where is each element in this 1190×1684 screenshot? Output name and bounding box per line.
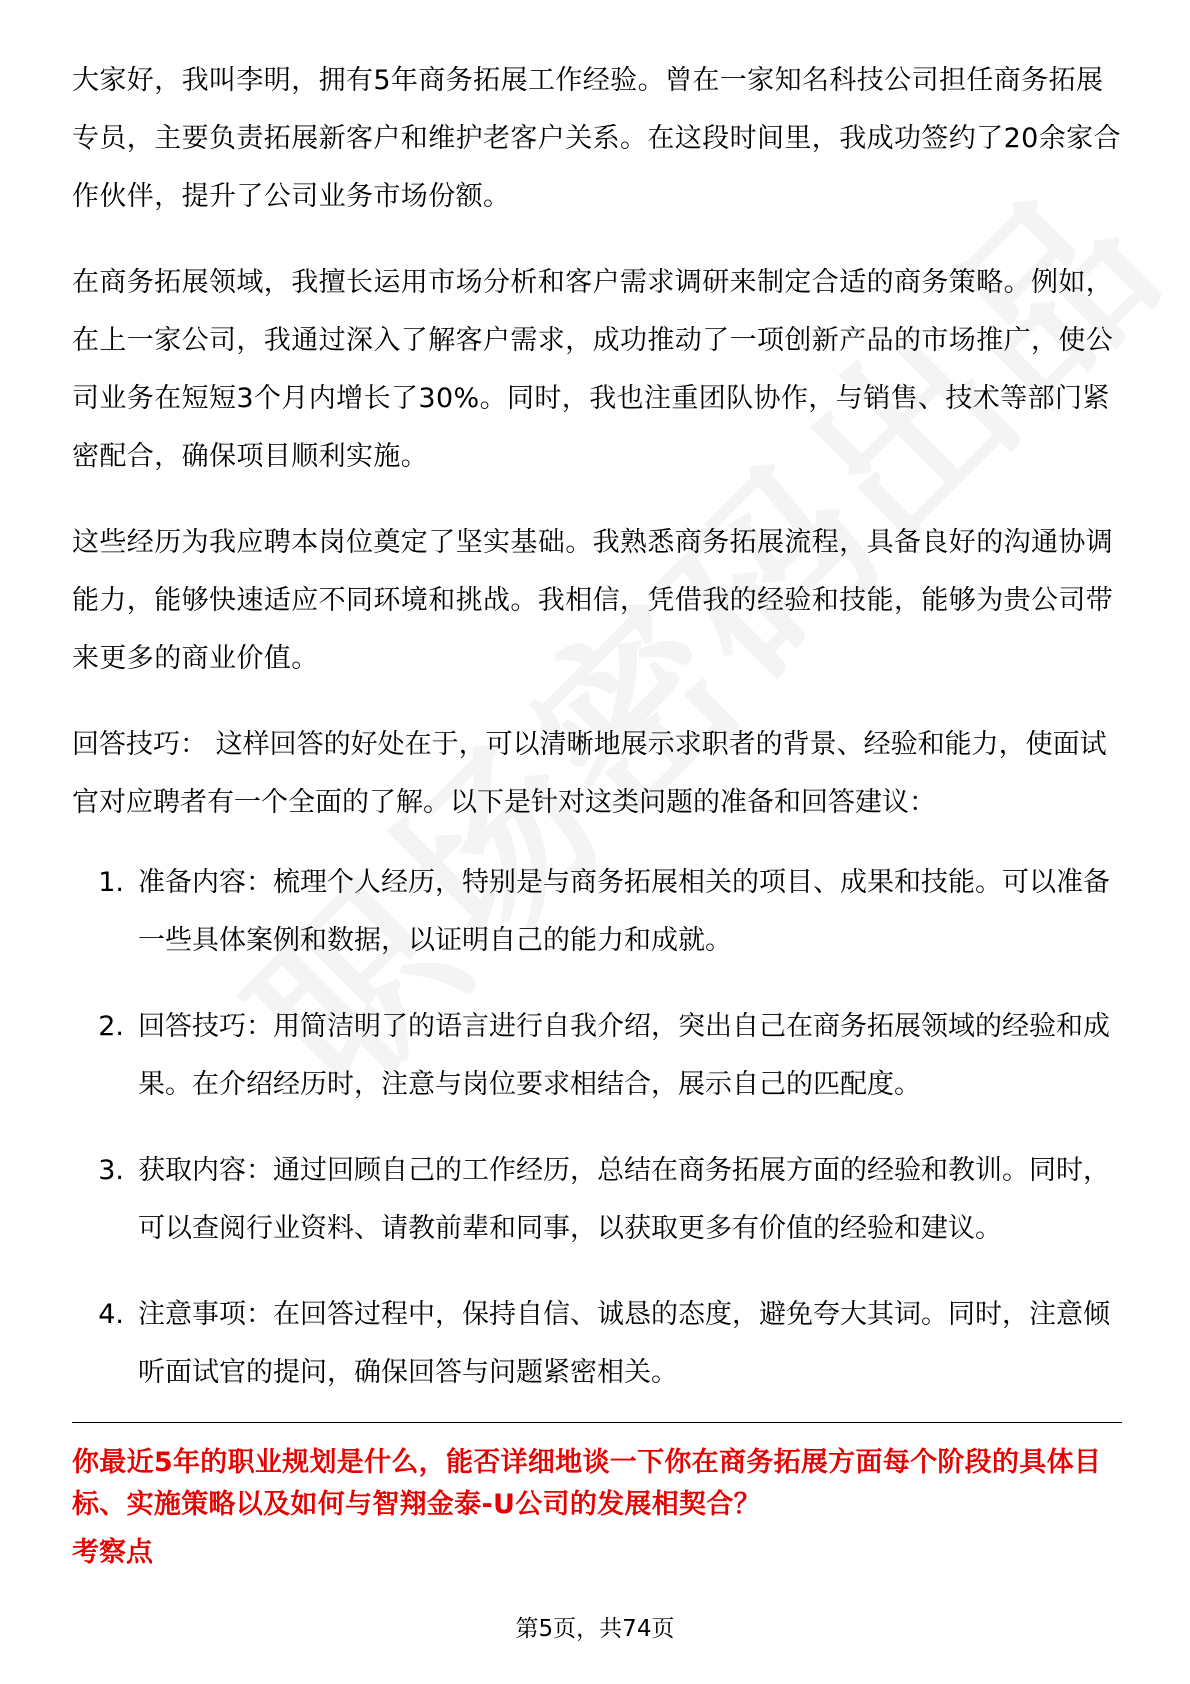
list-number: 1.	[98, 867, 124, 898]
answer-paragraph-3: 这些经历为我应聘本岗位奠定了坚实基础。我熟悉商务拓展流程，具备良好的沟通协调能力，能够快速适应不同环境和挑战。我相信，凭借我的经验和技能，能够为贵公司带来更多的商业价值。	[72, 527, 1114, 674]
advice-list	[72, 854, 1122, 1402]
list-item-text: 获取内容：通过回顾自己的工作经历，总结在商务拓展方面的经验和教训。同时，可以查阅行业资料、请教前辈和同事，以获取更多有价值的经验和建议。	[138, 1155, 1110, 1244]
list-item-text: 注意事项：在回答过程中，保持自信、诚恳的态度，避免夸大其词。同时，注意倾听面试官的提问，确保回答与问题紧密相关。	[138, 1299, 1110, 1388]
list-item	[72, 998, 1122, 1114]
section-divider	[72, 1422, 1122, 1423]
answer-paragraph-2: 在商务拓展领域，我擅长运用市场分析和客户需求调研来制定合适的商务策略。例如，在上一家公司，我通过深入了解客户需求，成功推动了一项创新产品的市场推广，使公司业务在短短3个月内增长了30%。同时，我也注重团队协作，与销售、技术等部门紧密配合，确保项目顺利实施。	[72, 267, 1114, 472]
answer-paragraph-1: 大家好，我叫李明，拥有5年商务拓展工作经验。曾在一家知名科技公司担任商务拓展专员，主要负责拓展新客户和维护老客户关系。在这段时间里，我成功签约了20余家合作伙伴，提升了公司业务市场份额。	[72, 65, 1121, 212]
list-number: 3.	[98, 1155, 124, 1186]
list-item	[72, 854, 1122, 970]
interview-question: 你最近5年的职业规划是什么，能否详细地谈一下你在商务拓展方面每个阶段的具体目标、实施策略以及如何与智翔金泰-U公司的发展相契合？	[72, 1447, 1102, 1520]
answer-tips-intro: 回答技巧： 这样回答的好处在于，可以清晰地展示求职者的背景、经验和能力，使面试官对应聘者有一个全面的了解。以下是针对这类问题的准备和回答建议：	[72, 729, 1107, 818]
list-item	[72, 1286, 1122, 1402]
assessment-points-heading: 考察点	[72, 1537, 153, 1568]
list-item	[72, 1142, 1122, 1258]
list-number: 2.	[98, 1011, 124, 1042]
list-number: 4.	[98, 1299, 124, 1330]
answer-content	[72, 52, 1122, 1430]
list-item-text: 准备内容：梳理个人经历，特别是与商务拓展相关的项目、成果和技能。可以准备一些具体案例和数据，以证明自己的能力和成就。	[138, 867, 1110, 956]
list-item-text: 回答技巧：用简洁明了的语言进行自我介绍，突出自己在商务拓展领域的经验和成果。在介绍经历时，注意与岗位要求相结合，展示自己的匹配度。	[138, 1011, 1110, 1100]
page-number-footer: 第5页，共74页	[515, 1616, 675, 1642]
